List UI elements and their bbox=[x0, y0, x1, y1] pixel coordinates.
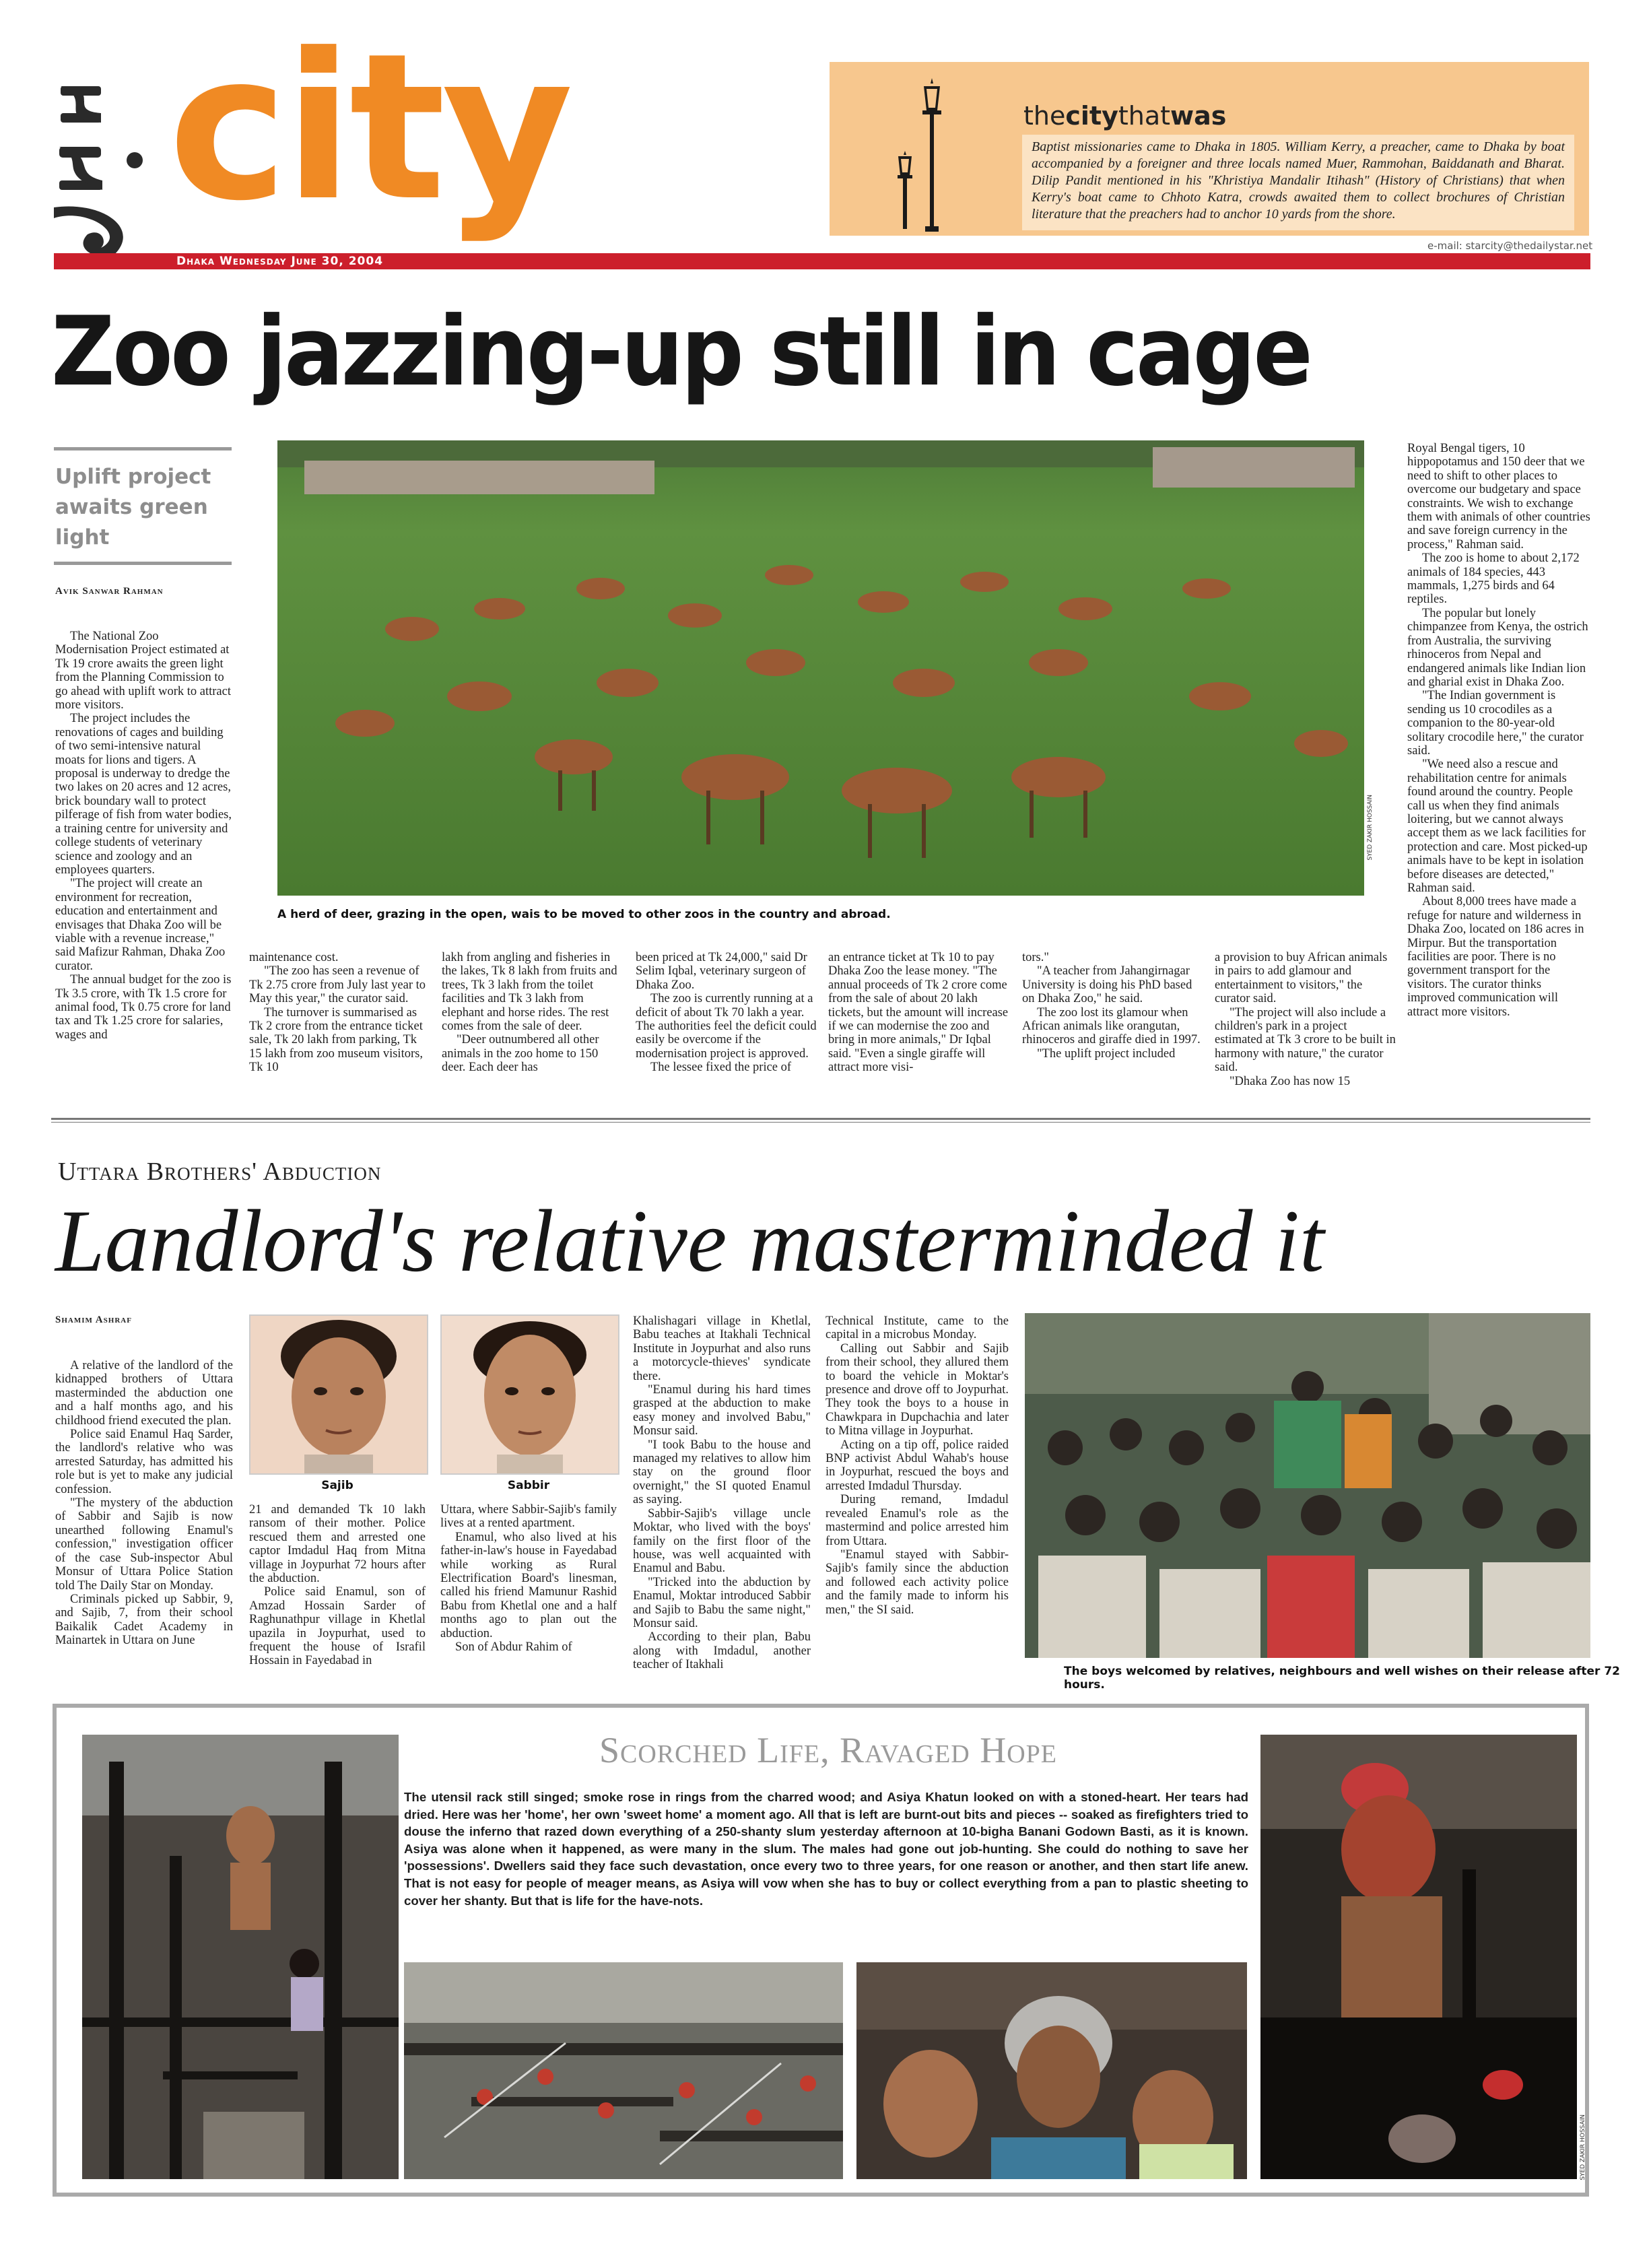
paragraph: "The project will create an environment for recreation, education and entertainment and envisages that Dhaka Zoo will be viable with a revenue increase," said Mafizur Rahman, Dhaka Zoo curator. bbox=[55, 877, 226, 973]
paragraph: "The uplift project included bbox=[1037, 1046, 1176, 1061]
paragraph: "The mystery of the abduction of Sabbir and Sajib is now unearthed following Enamul's confession," investigation officer of the case Sub-inspector Abul Monsur of Uttara Police Station told The Daily Star on Monday. bbox=[55, 1496, 233, 1593]
asiya-khatun-photo bbox=[856, 1962, 1247, 2179]
deer-herd-photo bbox=[277, 440, 1364, 896]
zoo-column-3 bbox=[442, 951, 624, 1075]
paragraph: been priced at Tk 24,000," said Dr Selim Iqbal, veterinary surgeon of Dhaka Zoo. bbox=[636, 951, 807, 992]
paragraph: Police said Enamul Haq Sarder, the landlord's relative who was arrested Saturday, has admitted his role but is yet to make any judicial confession. bbox=[55, 1428, 233, 1496]
paragraph: tors." bbox=[1022, 951, 1049, 964]
paragraph: an entrance ticket at Tk 10 to pay Dhaka Zoo the lease money. "The annual proceeds of Tk 2 crore come from the sale of about 20 lakh tickets, but the amount will increase if we can modernise the zoo and bring in more animals," Dr Iqbal said. "Even a single giraffe will attract more visi- bbox=[828, 951, 1009, 1075]
abduction-column-3 bbox=[440, 1503, 617, 1654]
zoo-column-1 bbox=[55, 630, 233, 1042]
paragraph: Police said Enamul, son of Amzad Hossain Sarder of Raghunathpur village in Khetlal upazila in Joypurhat, used to frequent the house of Israfil Hossain in Fayedabad in bbox=[249, 1585, 426, 1668]
deer-photo-caption: A herd of deer, grazing in the open, wais to be moved to other zoos in the country and abroad. bbox=[277, 908, 891, 921]
paragraph: The lessee fixed the price of bbox=[650, 1061, 792, 1075]
abduction-column-1 bbox=[55, 1359, 233, 1648]
paragraph: About 8,000 trees have made a refuge for nature and wilderness in Dhaka Zoo, located on 186 acres in Mirpur. But the transportation facilities are poor. There is no government transport for the visitors. The curator thinks improved communication will attract more visitors. bbox=[1407, 895, 1584, 1019]
woman-searching-ruins-photo bbox=[1260, 1735, 1577, 2179]
tcw-title-the: the bbox=[1023, 101, 1066, 131]
abduction-column-4 bbox=[633, 1314, 811, 1672]
paragraph: The project includes the renovations of cages and building of two semi-intensive natural moats for lions and tigers. A proposal is underway to dredge the two lakes on 20 acres and 12 acres, brick boundary wall to protect pilferage of fish from water bodies, a training centre for university and college students of veterinary science and zoology and an employees quarters. bbox=[55, 712, 232, 877]
firefighters-photo bbox=[404, 1962, 843, 2179]
tcw-title-was: was bbox=[1170, 101, 1227, 131]
paragraph: Sabbir-Sajib's village uncle Moktar, who lived with the boys' family on the first floor of the house, was well acquainted with Enamul and Babu. bbox=[633, 1506, 811, 1576]
paragraph: The turnover is summarised as Tk 2 crore from the entrance ticket sale, Tk 20 lakh from parking, Tk 15 lakh from zoo museum visitors, Tk 10 bbox=[249, 1005, 423, 1075]
sajib-caption: Sajib bbox=[321, 1479, 353, 1492]
kicker-uttara: Uttara Brothers' Abduction bbox=[58, 1158, 382, 1186]
paragraph: Acting on a tip off, police raided BNP activist Abdul Wahab's house in Joypurhat, rescued the boys and arrested Imdadul Thursday. bbox=[826, 1438, 1009, 1493]
date-line: Dhaka Wednesday June 30, 2004 bbox=[176, 255, 384, 268]
headline-landlord: Landlord's relative masterminded it bbox=[55, 1191, 1324, 1290]
paragraph: Khalishagari village in Khetlal, Babu teaches at Itakhali Technical Institute in Joypurhat and also runs a motorcycle-thieves' syndicate there. bbox=[633, 1314, 811, 1383]
paragraph: "Tricked into the abduction by Enamul, Moktar introduced Sabbir and Sajib to Babu the same night," Monsur said. bbox=[633, 1575, 811, 1630]
the-city-that-was-text: Baptist missionaries came to Dhaka in 1805. William Kerry, a preacher, came to Dhaka by boat accompanied by a foreigner and three locals named Muer, Rammohan, Baiddanath and Bharat. Dilip Pandit mentioned in his "Khristiya Mandalir Itihash" (History of Christians) that when Kerry's boat came to Chhoto Katra, crowds awaited them to collect brochures of Christian literature that the preachers had to anchor 10 yards from the shore. bbox=[1022, 135, 1574, 230]
crowd-welcome-photo bbox=[1025, 1313, 1590, 1658]
abduction-column-5 bbox=[826, 1314, 1009, 1617]
the-city-that-was-panel bbox=[830, 62, 1589, 236]
zoo-column-8 bbox=[1407, 442, 1590, 1019]
city-wordmark: city bbox=[168, 10, 570, 245]
paragraph: "Enamul stayed with Sabbir-Sajib's family since the abduction and followed each activity police and the family made to inform his men," the SI said. bbox=[826, 1547, 1009, 1617]
paragraph: A relative of the landlord of the kidnapped brothers of Uttara masterminded the abduction one and a half months ago, and his childhood friend executed the plan. bbox=[55, 1359, 233, 1428]
paragraph: During remand, Imdadul revealed Enamul's role as the mastermind and police arrested him from Uttara. bbox=[826, 1493, 1009, 1548]
subhead-zoo: Uplift project awaits green light bbox=[55, 465, 211, 549]
panel-photo-credit: SYED ZAKIR HOSSAIN bbox=[1580, 2114, 1586, 2180]
paragraph: lakh from angling and fisheries in the lakes, Tk 8 lakh from fruits and trees, Tk 3 lakh from the toilet facilities and Tk 3 lakh from elephant and horse rides. The rest comes from the sale of deer. bbox=[442, 951, 617, 1034]
scorched-life-body: The utensil rack still singed; smoke rose in rings from the charred wood; and Asiya Khatun looked on with a stoned-heart. Her tears had dried. Here was her 'home', her own 'sweet home' a moment ago. All that is left are burnt-out bits and pieces -- soaked as firefighters tried to douse the inferno that razed down everything of a 250-shanty slum yesterday afternoon at 10-bigha Banani Godown Basti, as it is known. Asiya was alone when it happened, as were many in the slum. The males had gone out job-hunting. She could do nothing to save her 'possessions'. Dwellers said they face such devastation, once every two to three years, for one reason or another, and then start life anew. That is not easy for people of meager means, as Asiya will vow when she has to buy or collect everything from a pan to plastic sheeting to cover her shanty. But that is life for the have-nots. bbox=[404, 1790, 1248, 1908]
the-city-that-was-title bbox=[1023, 101, 1226, 131]
paragraph: "Dhaka Zoo has now 15 bbox=[1229, 1074, 1351, 1088]
paragraph: Royal Bengal tigers, 10 hippopotamus and 150 deer that we need to shift to other places to overcome our budgetary and space constraints. We wish to exchange them with animals of other countries and save foreign currency in the process," Rahman said. bbox=[1407, 442, 1590, 552]
paragraph: The zoo is home to about 2,172 animals of 184 species, 443 mammals, 1,275 birds and 64 reptiles. bbox=[1407, 552, 1580, 607]
byline-abduction: Shamim Ashraf bbox=[55, 1314, 132, 1325]
byline-zoo: Avik Sanwar Rahman bbox=[55, 586, 164, 597]
tcw-title-that: that bbox=[1118, 101, 1171, 131]
paragraph: 21 and demanded Tk 10 lakh ransom of their mother. Police rescued them and arrested one captor Imdadul Haq from Mitna village in Joypurhat 72 hours after the abduction. bbox=[249, 1503, 426, 1586]
subhead-rule-bottom bbox=[54, 562, 232, 565]
zoo-column-5 bbox=[828, 951, 1010, 1075]
sabbir-portrait-photo bbox=[440, 1314, 619, 1475]
paragraph: Criminals picked up Sabbir, 9, and Sajib, 7, from their school Baikalik Cadet Academy in Mainartek in Uttara on June bbox=[55, 1592, 233, 1648]
paragraph: The zoo lost its glamour when African animals like orangutan, rhinoceros and giraffe died in 1997. bbox=[1022, 1005, 1201, 1047]
paragraph: Technical Institute, came to the capital in a microbus Monday. bbox=[826, 1314, 1009, 1342]
paragraph: The annual budget for the zoo is Tk 3.5 crore, with Tk 1.5 crore for animal food, Tk 0.75 crore for land tax and Tk 1.25 crore for salaries, wages and bbox=[55, 973, 232, 1042]
section-divider bbox=[51, 1118, 1590, 1120]
crowd-photo-caption: The boys welcomed by relatives, neighbours and well wishes on their release after 72 hours. bbox=[1064, 1665, 1620, 1692]
tcw-title-city: city bbox=[1065, 101, 1118, 131]
street-lamp-icon bbox=[894, 151, 916, 232]
contact-email[interactable]: e-mail: starcity@thedailystar.net bbox=[1427, 240, 1593, 252]
paragraph: a provision to buy African animals in pairs to add glamour and entertainment to visitors," the curator said. bbox=[1215, 951, 1388, 1006]
street-lamp-icon bbox=[918, 78, 945, 233]
paragraph: "The project will also include a children's park in a project estimated at Tk 3 crore to be built in harmony with nature," the curator said. bbox=[1215, 1005, 1396, 1075]
zoo-column-6 bbox=[1022, 951, 1204, 1061]
paragraph: Calling out Sabbir and Sajib from their school, they allured them to board the vehicle in Moktar's presence and drove off to Joypurhat. They took the boys to a house in Chawkpara in Dupchachia and later to Mitna village in Joypurhat. bbox=[826, 1341, 1009, 1438]
photo-credit: SYED ZAKIR HOSSAIN bbox=[1367, 795, 1374, 861]
paragraph: "Deer outnumbered all other animals in the zoo home to 150 deer. Each deer has bbox=[442, 1033, 599, 1075]
abduction-column-2 bbox=[249, 1503, 426, 1668]
paragraph: According to their plan, Babu along with Imdadul, another teacher of Itakhali bbox=[633, 1630, 811, 1672]
paragraph: The zoo is currently running at a deficit of about Tk 70 lakh a year. The authorities feel the deficit could easily be overcome if the modernisation project is approved. bbox=[636, 992, 817, 1061]
headline-zoo: Zoo jazzing-up still in cage bbox=[51, 296, 1311, 407]
paragraph: The National Zoo Modernisation Project estimated at Tk 19 crore awaits the green light from the Planning Commission to go ahead with uplift work to attract more visitors. bbox=[55, 630, 231, 712]
paragraph: "A teacher from Jahangirnagar University is doing his PhD based on Dhaka Zoo," he said. bbox=[1022, 964, 1192, 1006]
star-logo bbox=[47, 59, 162, 261]
section-divider-thin bbox=[51, 1122, 1590, 1123]
paragraph: Uttara, where Sabbir-Sajib's family lives at a rented apartment. bbox=[440, 1503, 617, 1531]
subhead-rule-top bbox=[54, 447, 232, 451]
paragraph: maintenance cost. bbox=[249, 951, 339, 964]
sajib-portrait-photo bbox=[249, 1314, 428, 1475]
paragraph: The popular but lonely chimpanzee from Kenya, the ostrich from Australia, the surviving rhinoceros from Nepal and endangered animals like Indian lion and gharial exist in Dhaka Zoo. bbox=[1407, 606, 1588, 689]
paragraph: "I took Babu to the house and managed my relatives to allow him stay on the ground floor overnight," the SI quoted Enamul as saying. bbox=[633, 1438, 811, 1507]
paragraph: Enamul, who also lived at his father-in-law's house in Fayedabad while working as Rural Electrification Board's linesman, called his friend Mamunur Rashid Babu from Khetlal one and a half months ago to plan out the abduction. bbox=[440, 1530, 617, 1640]
scorched-life-title: Scorched Life, Ravaged Hope bbox=[599, 1730, 1058, 1770]
zoo-column-4 bbox=[636, 951, 817, 1075]
paragraph: "Enamul during his hard times grasped at the abduction to make easy money and involved Babu," Monsur said. bbox=[633, 1383, 811, 1438]
paragraph: "The Indian government is sending us 10 crocodiles as a companion to the 80-year-old solitary crocodile here," the curator said. bbox=[1407, 689, 1584, 758]
paragraph: Son of Abdur Rahim of bbox=[455, 1640, 572, 1655]
paragraph: "The zoo has seen a revenue of Tk 2.75 crore from July last year to May this year," the curator said. bbox=[249, 964, 426, 1006]
sabbir-caption: Sabbir bbox=[507, 1479, 550, 1492]
burnt-shanty-child-photo bbox=[82, 1735, 399, 2179]
zoo-column-2 bbox=[249, 951, 431, 1075]
paragraph: "We need also a rescue and rehabilitation centre for animals found around the country. People call us when they find animals loitering, but we cannot always accept them as we lack facilities for protection and care. Most picked-up animals have to be kept in isolation before diseases are detected," Rahman said. bbox=[1407, 758, 1588, 895]
zoo-column-7 bbox=[1215, 951, 1396, 1088]
